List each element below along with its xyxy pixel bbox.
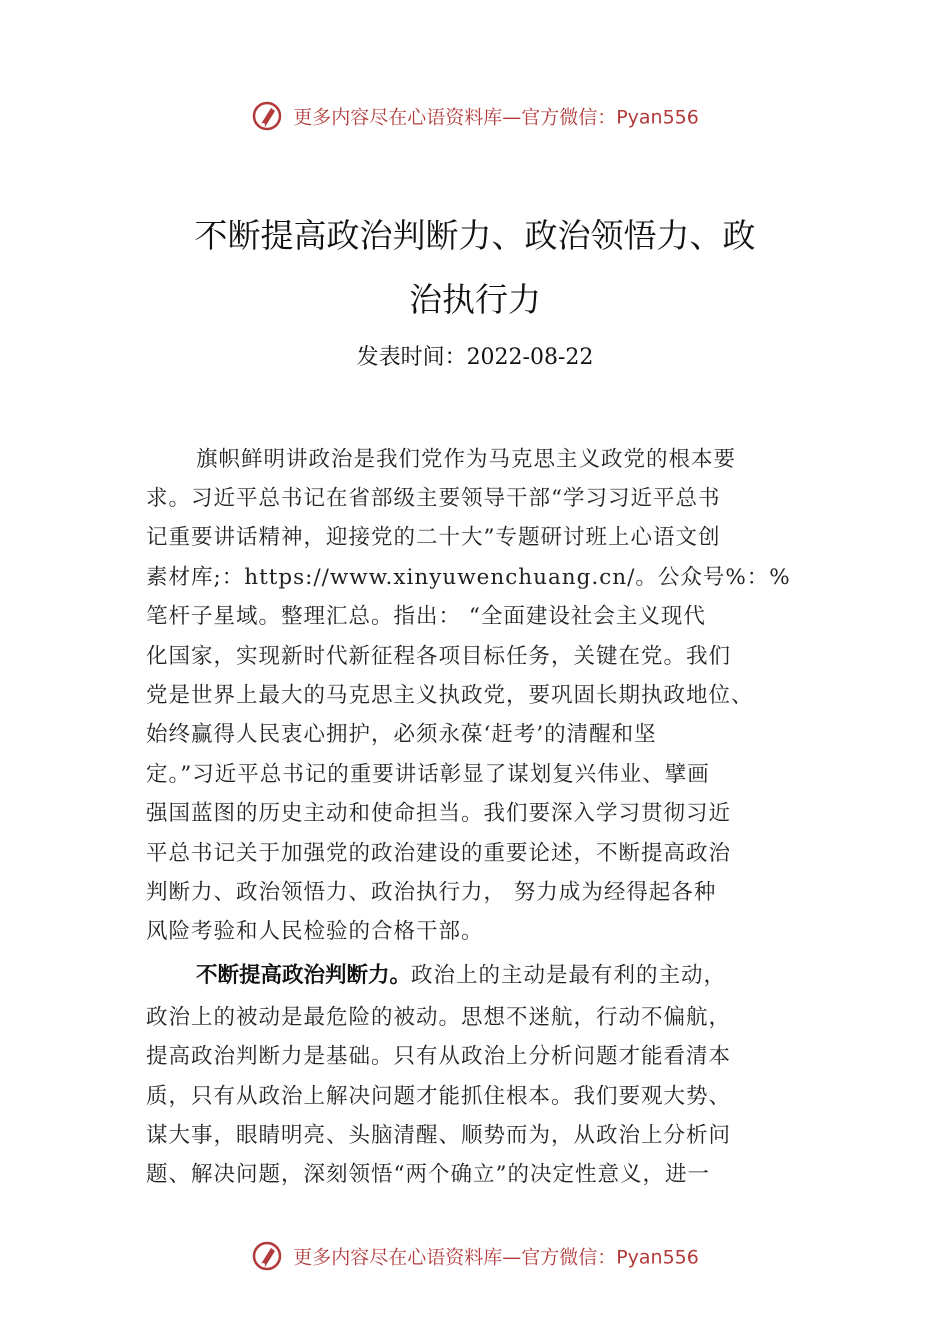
paragraph-text: 政治上的主动是最有利的主动， [411, 963, 727, 988]
paragraph-line: 平总书记关于加强党的政治建设的重要论述，不断提高政治 [146, 841, 732, 866]
paragraph-line: 始终赢得人民衷心拥护，必须永葆‘赶考’的清醒和坚 [146, 722, 657, 747]
paragraph-line [196, 956, 726, 996]
paragraph-line: 笔杆子星域。整理汇总。指出： “全面建设社会主义现代 [146, 604, 706, 629]
paragraph-line: 求。习近平总书记在省部级主要领导干部“学习习近平总书 [146, 486, 721, 511]
pen-logo-icon [251, 100, 283, 132]
paragraph-line: 判断力、政治领悟力、政治执行力， 努力成为经得起各种 [146, 880, 717, 905]
pen-logo-icon [251, 1240, 283, 1272]
paragraph-line: 强国蓝图的历史主动和使命担当。我们要深入学习贯彻习近 [146, 801, 732, 826]
paragraph-line: 谋大事，眼睛明亮、头脑清醒、顺势而为，从政治上分析问 [146, 1123, 732, 1148]
paragraph-line: 素材库;：https://www.xinyuwenchuang.cn/。公众号%：% [146, 565, 791, 590]
publish-date: 发表时间：2022-08-22 [356, 345, 594, 370]
paragraph-line: 政治上的被动是最危险的被动。思想不迷航，行动不偏航， [146, 1005, 732, 1030]
footer-banner [0, 1240, 950, 1272]
header-banner-text: 更多内容尽在心语资料库—官方微信：Pyan556 [293, 106, 699, 129]
document-title-line-2: 治执行力 [409, 280, 541, 319]
paragraph-line: 定。”习近平总书记的重要讲话彰显了谋划复兴伟业、擘画 [146, 762, 710, 787]
paragraph-line: 记重要讲话精神，迎接党的二十大”专题研讨班上心语文创 [146, 525, 721, 550]
footer-banner-text: 更多内容尽在心语资料库—官方微信：Pyan556 [293, 1246, 699, 1269]
paragraph-line: 党是世界上最大的马克思主义执政党，要巩固长期执政地位、 [146, 683, 754, 708]
document-title-line-1: 不断提高政治判断力、政治领悟力、政 [194, 216, 756, 255]
section-heading: 不断提高政治判断力。 [196, 963, 412, 988]
paragraph-line: 旗帜鲜明讲政治是我们党作为马克思主义政党的根本要 [196, 447, 737, 472]
paragraph-line: 质，只有从政治上解决问题才能抓住根本。我们要观大势、 [146, 1084, 732, 1109]
paragraph-line: 题、解决问题，深刻领悟“两个确立”的决定性意义，进一 [146, 1162, 710, 1187]
paragraph-line: 风险考验和人民检验的合格干部。 [146, 919, 484, 944]
paragraph-line: 提高政治判断力是基础。只有从政治上分析问题才能看清本 [146, 1044, 732, 1069]
paragraph-line: 化国家，实现新时代新征程各项目标任务，关键在党。我们 [146, 644, 732, 669]
header-banner [0, 100, 950, 132]
